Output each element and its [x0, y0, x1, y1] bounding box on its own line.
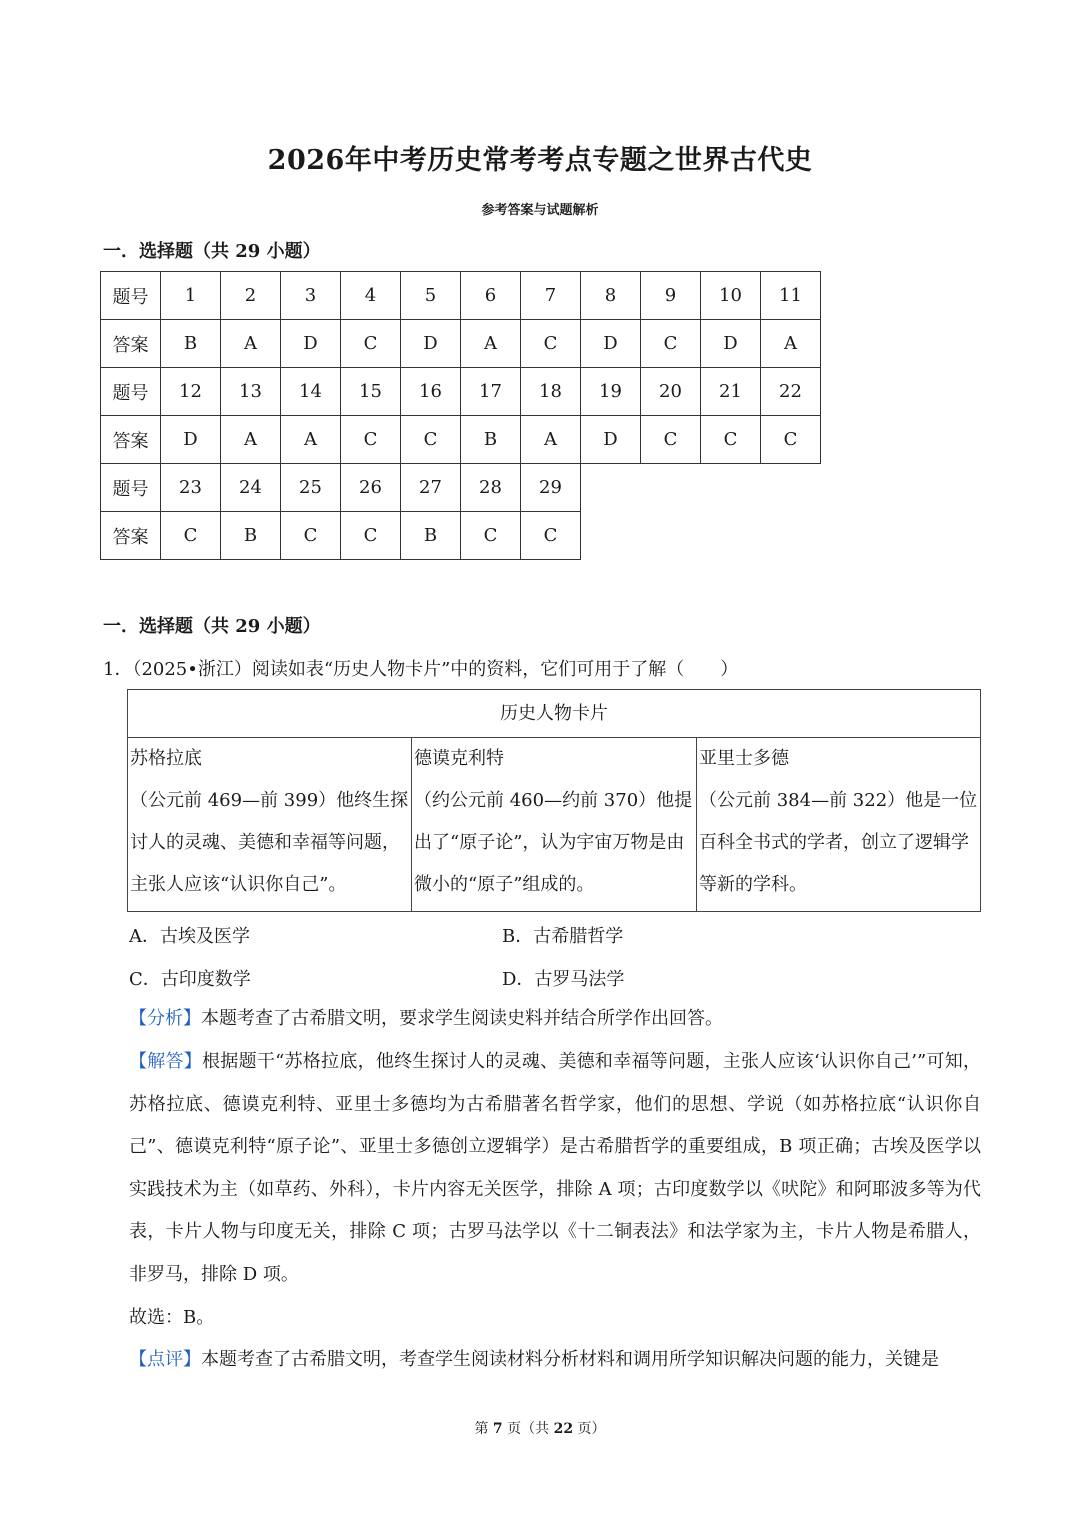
question-number-cell: 13	[221, 368, 281, 416]
question-number-label: 题号	[101, 464, 161, 512]
answer-cell: C	[401, 416, 461, 464]
answer-cell: A	[221, 320, 281, 368]
question-number-cell: 29	[521, 464, 581, 512]
question-number-cell: 27	[401, 464, 461, 512]
option-a: A．古埃及医学	[129, 926, 250, 947]
question-number-row	[101, 464, 821, 512]
answer-cell: B	[401, 512, 461, 560]
empty-cell	[581, 464, 641, 512]
answer-cell: D	[581, 320, 641, 368]
answer-cell: C	[641, 416, 701, 464]
empty-cell	[641, 512, 701, 560]
question-number-cell: 2	[221, 272, 281, 320]
page-title: 2026年中考历史常考考点专题之世界古代史	[267, 145, 813, 176]
answer-cell: A	[281, 416, 341, 464]
card-cell-socrates	[128, 738, 412, 912]
question-number-cell: 24	[221, 464, 281, 512]
question-number-cell: 12	[161, 368, 221, 416]
question-number-label: 题号	[101, 272, 161, 320]
question-number-cell: 28	[461, 464, 521, 512]
answer-cell: D	[581, 416, 641, 464]
question-number-cell: 8	[581, 272, 641, 320]
option-b: B．古希腊哲学	[502, 926, 624, 947]
analysis-text: 本题考查了古希腊文明，要求学生阅读史料并结合所学作出回答。	[201, 1008, 723, 1029]
card-cell-democritus	[412, 738, 697, 912]
answer-row	[101, 320, 821, 368]
question-number-cell: 15	[341, 368, 401, 416]
answer-cell: B	[221, 512, 281, 560]
total-pages: 22	[553, 1421, 574, 1437]
question-number-cell: 18	[521, 368, 581, 416]
question-number-cell: 26	[341, 464, 401, 512]
answer-row	[101, 512, 821, 560]
footer-post: 页）	[573, 1421, 606, 1437]
card-text: （约公元前 460—约前 370）他提出了“原子论”，认为宇宙万物是由微小的“原子”组成的。	[414, 790, 693, 895]
answer-label: 答案	[101, 512, 161, 560]
answer-cell: C	[521, 512, 581, 560]
empty-cell	[761, 464, 821, 512]
option-d: D．古罗马法学	[502, 969, 625, 990]
question-number-cell: 14	[281, 368, 341, 416]
comment-text: 本题考查了古希腊文明，考查学生阅读材料分析材料和调用所学知识解决问题的能力，关键是	[201, 1349, 939, 1370]
answer-cell: C	[341, 416, 401, 464]
answer-cell: C	[521, 320, 581, 368]
question-number-row	[101, 272, 821, 320]
answer-cell: B	[161, 320, 221, 368]
empty-cell	[701, 464, 761, 512]
answer-cell: B	[461, 416, 521, 464]
answer-cell: C	[641, 320, 701, 368]
question-number-cell: 20	[641, 368, 701, 416]
answer-cell: A	[461, 320, 521, 368]
section-heading-2: 一．选择题（共 29 小题）	[103, 616, 321, 637]
empty-cell	[701, 512, 761, 560]
answer-row	[101, 416, 821, 464]
answer-cell: D	[401, 320, 461, 368]
comment-paragraph	[129, 1339, 981, 1382]
empty-cell	[581, 512, 641, 560]
analysis-paragraph	[129, 998, 981, 1041]
answer-cell: A	[761, 320, 821, 368]
card-cell-aristotle	[697, 738, 981, 912]
answer-cell: D	[161, 416, 221, 464]
history-card-table	[127, 689, 981, 912]
page-footer	[0, 1418, 1080, 1438]
page-number: 7	[492, 1421, 503, 1437]
answer-cell: C	[161, 512, 221, 560]
question-number-cell: 4	[341, 272, 401, 320]
answer-label: 答案	[101, 416, 161, 464]
question-number-cell: 3	[281, 272, 341, 320]
answer-cell: C	[761, 416, 821, 464]
answer-cell: C	[341, 512, 401, 560]
answer-cell: D	[281, 320, 341, 368]
question-number-cell: 23	[161, 464, 221, 512]
card-name: 苏格拉底	[130, 748, 202, 769]
question-number-label: 题号	[101, 368, 161, 416]
answer-text: 根据题干“苏格拉底，他终生探讨人的灵魂、美德和幸福等问题，主张人应该‘认识你自己’”可知，苏格拉底、德谟克利特、亚里士多德均为古希腊著名哲学家，他们的思想、学说（如苏格拉底“认识你自己”、德谟克利特“原子论”、亚里士多德创立逻辑学）是古希腊哲学的重要组成，B 项正确；古埃及医学以实践技术为主（如草药、外科），卡片内容无关医学，排除 A 项；古印度数学以《吠陀》和阿耶波多等为代表，卡片人物与印度无关，排除 C 项；古罗马法学以《十二铜表法》和法学家为主，卡片人物是希腊人，非罗马，排除 D 项。	[129, 1051, 982, 1285]
answer-label: 答案	[101, 320, 161, 368]
question-number-cell: 16	[401, 368, 461, 416]
empty-cell	[641, 464, 701, 512]
answer-paragraph	[129, 1041, 981, 1296]
card-name: 亚里士多德	[699, 748, 789, 769]
answer-cell: A	[221, 416, 281, 464]
question-number-cell: 1	[161, 272, 221, 320]
question-number-cell: 7	[521, 272, 581, 320]
question-number-cell: 25	[281, 464, 341, 512]
question-number-cell: 9	[641, 272, 701, 320]
question-number-cell: 6	[461, 272, 521, 320]
card-text: （公元前 384—前 322）他是一位百科全书式的学者，创立了逻辑学等新的学科。	[699, 790, 978, 895]
analysis-tag: 【分析】	[129, 1008, 201, 1029]
card-text: （公元前 469—前 399）他终生探讨人的灵魂、美德和幸福等问题，主张人应该“认识你自己”。	[130, 790, 409, 895]
answer-table	[100, 271, 821, 560]
answer-tag: 【解答】	[129, 1051, 203, 1072]
comment-tag: 【点评】	[129, 1349, 201, 1370]
question-number-cell: 19	[581, 368, 641, 416]
question-number-cell: 5	[401, 272, 461, 320]
question-number-cell: 21	[701, 368, 761, 416]
answer-cell: C	[281, 512, 341, 560]
option-c: C．古印度数学	[129, 969, 251, 990]
answer-cell: C	[461, 512, 521, 560]
answer-cell: C	[341, 320, 401, 368]
question-number-cell: 22	[761, 368, 821, 416]
choice-line: 故选：B。	[129, 1307, 215, 1328]
empty-cell	[761, 512, 821, 560]
question-number-cell: 17	[461, 368, 521, 416]
section-heading-1: 一．选择题（共 29 小题）	[103, 241, 321, 262]
answer-cell: C	[701, 416, 761, 464]
answer-cell: A	[521, 416, 581, 464]
footer-mid: 页（共	[502, 1421, 554, 1437]
card-name: 德谟克利特	[414, 748, 504, 769]
footer-pre: 第	[474, 1421, 493, 1437]
question-number-cell: 11	[761, 272, 821, 320]
question-stem: 1．（2025•浙江）阅读如表“历史人物卡片”中的资料，它们可用于了解（ ）	[103, 659, 739, 680]
question-number-cell: 10	[701, 272, 761, 320]
card-title: 历史人物卡片	[128, 690, 981, 738]
page-subtitle: 参考答案与试题解析	[481, 203, 599, 218]
answer-cell: D	[701, 320, 761, 368]
question-number-row	[101, 368, 821, 416]
